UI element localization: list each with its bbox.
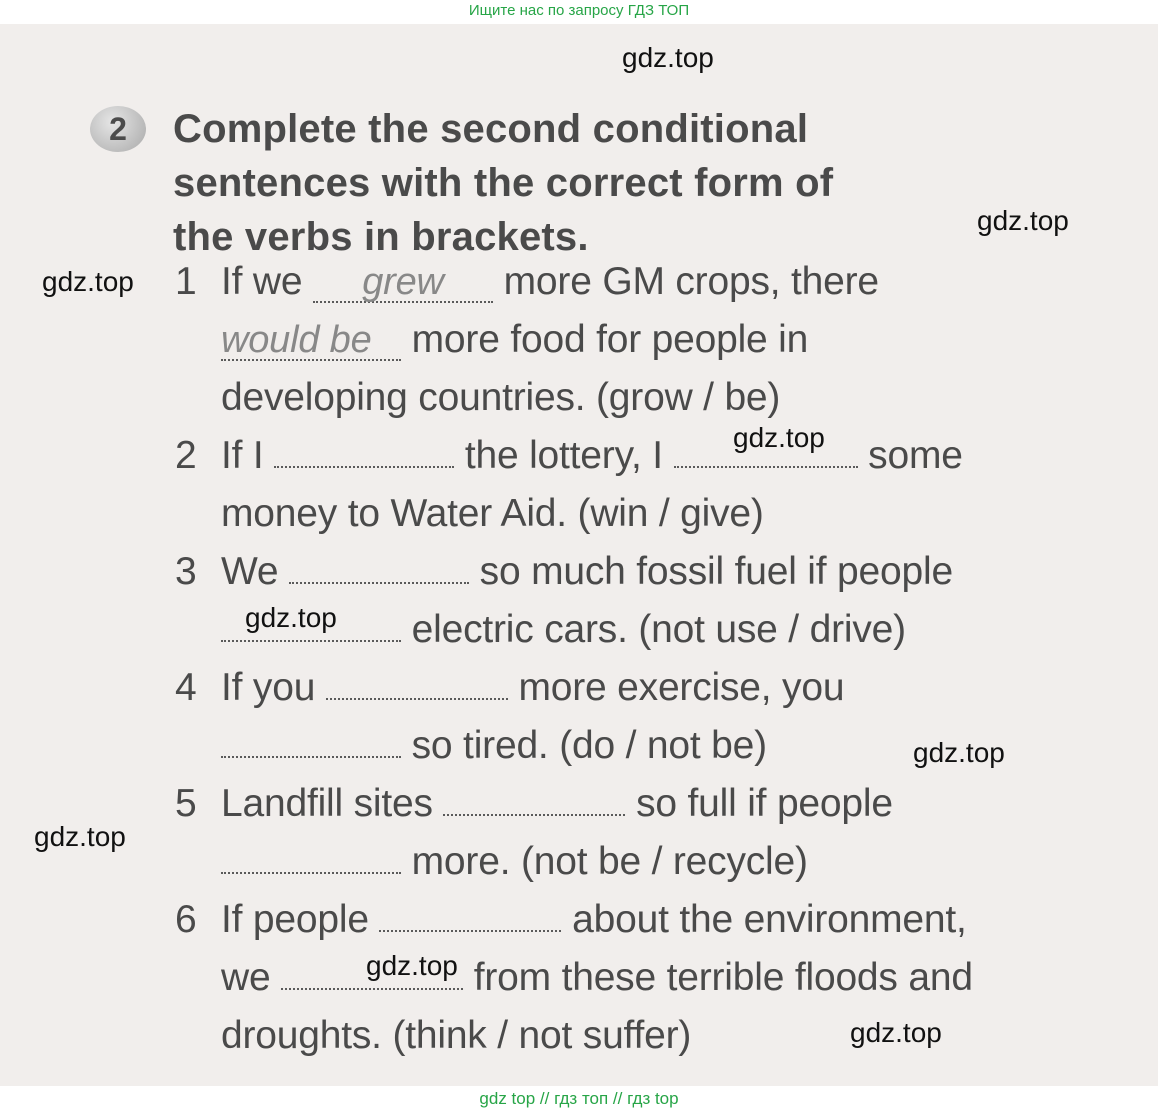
exercise-number-badge: 2: [90, 106, 146, 152]
instruction-line: Complete the second conditional: [173, 107, 809, 151]
item-1-line-3: developing countries. (grow / be): [221, 376, 781, 419]
item-3-line-1: [175, 550, 953, 594]
item-text: so full if people: [625, 782, 893, 825]
answer-blank[interactable]: [289, 554, 469, 584]
item-text: If we: [221, 260, 313, 303]
item-text: so much fossil fuel if people: [469, 550, 953, 593]
item-text: electric cars. (not use / drive): [401, 608, 906, 651]
item-text: more GM crops, there: [493, 260, 879, 303]
item-1-line-2: [221, 318, 808, 362]
item-text: If you: [221, 666, 326, 709]
exercise-instruction: [173, 102, 933, 264]
instruction-line: the verbs in brackets.: [173, 215, 589, 259]
item-2-line-1: [175, 434, 963, 478]
watermark: gdz.top: [366, 950, 458, 981]
item-text: We: [221, 550, 290, 593]
item-text: from these terrible floods and: [463, 956, 973, 999]
answer-blank[interactable]: [274, 438, 454, 468]
answer-blank[interactable]: grew: [313, 263, 493, 303]
item-number: 6: [175, 898, 197, 941]
item-text: If people: [221, 898, 380, 941]
watermark: gdz.top: [977, 205, 1069, 236]
watermark: gdz.top: [733, 422, 825, 453]
item-text: more exercise, you: [507, 666, 845, 709]
item-text: we: [221, 956, 282, 999]
answer-blank[interactable]: [443, 786, 625, 816]
item-number: 1: [175, 260, 197, 303]
watermark: gdz.top: [622, 42, 714, 73]
answer-blank[interactable]: [221, 844, 401, 874]
item-5-line-1: [175, 782, 893, 826]
item-text: about the environment,: [561, 898, 967, 941]
item-text: so tired. (do / not be): [401, 724, 767, 767]
item-number: 5: [175, 782, 197, 825]
item-number: 2: [175, 434, 197, 477]
answer-blank[interactable]: [379, 902, 561, 932]
item-text: If I: [221, 434, 275, 477]
item-text: more food for people in: [401, 318, 809, 361]
item-number: 3: [175, 550, 197, 593]
watermark: gdz.top: [245, 602, 337, 633]
item-text: some: [857, 434, 963, 477]
item-5-line-2: [221, 840, 808, 884]
item-6-line-2: [221, 956, 973, 1000]
answer-blank[interactable]: would be: [221, 321, 401, 361]
answer-blank[interactable]: [326, 670, 508, 700]
instruction-line: sentences with the correct form of: [173, 161, 834, 205]
watermark: gdz.top: [850, 1017, 942, 1048]
item-4-line-1: [175, 666, 844, 710]
watermark: gdz.top: [913, 737, 1005, 768]
item-6-line-1: [175, 898, 967, 942]
watermark: gdz.top: [42, 266, 134, 297]
item-text: the lottery, I: [454, 434, 674, 477]
item-text: Landfill sites: [221, 782, 444, 825]
item-2-line-2: money to Water Aid. (win / give): [221, 492, 764, 535]
bottom-banner[interactable]: gdz top // гдз топ // гдз top: [479, 1089, 679, 1108]
answer-blank[interactable]: [221, 728, 401, 758]
item-6-line-3: droughts. (think / not suffer): [221, 1014, 692, 1057]
textbook-page: [0, 24, 1158, 1086]
top-banner[interactable]: Ищите нас по запросу ГДЗ ТОП: [468, 2, 690, 19]
watermark: gdz.top: [34, 821, 126, 852]
item-number: 4: [175, 666, 197, 709]
item-4-line-2: [221, 724, 767, 768]
item-1-line-1: [175, 260, 879, 304]
item-text: more. (not be / recycle): [401, 840, 808, 883]
